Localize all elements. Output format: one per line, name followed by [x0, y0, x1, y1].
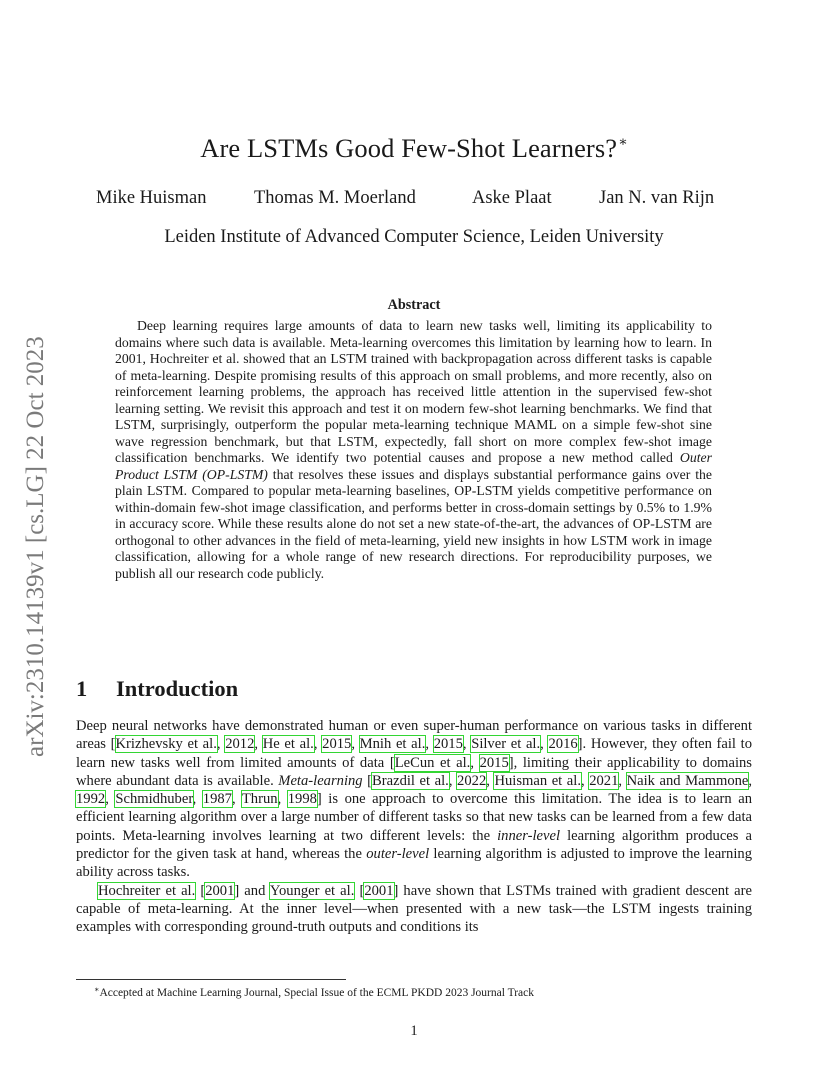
citation-link[interactable]: Silver et al. [471, 736, 541, 753]
citation-link[interactable]: 2015 [479, 754, 509, 771]
citation-link[interactable]: LeCun et al. [394, 754, 471, 771]
body-text: [ [195, 882, 206, 899]
section-heading [76, 676, 238, 702]
abstract-heading: Abstract [387, 297, 441, 313]
body-text: ] have shown that LSTMs trained with gradient descent are capable of meta-learning. At the inner level—when presented with a new task—the LSTM ingests training examples with corresponding ground-truth outputs and conditions its [76, 882, 752, 936]
abstract-body [115, 318, 712, 582]
arxiv-identifier-text: arXiv:2310.14139v1 [cs.LG] 22 Oct 2023 [22, 336, 49, 757]
body-text: , [231, 791, 242, 808]
citation-link[interactable]: 1992 [76, 791, 106, 808]
body-paragraph [76, 717, 752, 882]
author-name: Jan N. van Rijn [599, 188, 715, 208]
author-name: Mike Huisman [96, 188, 207, 208]
body-text: Deep neural networks have demonstrated human or even super-human performance on various tasks in different areas [ [76, 718, 752, 753]
body-text: , [216, 736, 226, 753]
citation-link[interactable]: Huisman et al. [494, 772, 581, 789]
citation-link[interactable]: 2015 [322, 736, 352, 753]
citation-link[interactable]: Brazdil et al. [372, 772, 449, 789]
abstract-text: that resolves these issues and displays substantial performance gains over the plain LSTM. Compared to popular meta-learning baselines, OP-LSTM yields competitive performance on within-domain few-shot image classification, and performs better in cross-domain settings by 0.5% to 1.9% in accuracy score. While these results alone do not set a new state-of-the-art, the advances of OP-LSTM are orthogonal to other advances in the field of meta-learning, yield new insights in how LSTM work in image classification, allowing for a whole range of new research directions. For reproducibility purposes, we publish all our research code publicly. [115, 466, 712, 581]
footnote [94, 985, 534, 999]
citation-link[interactable]: Krizhevsky et al. [115, 736, 217, 753]
body-text: , [448, 772, 458, 789]
body-text: learning algorithm produces a predictor for the given task at hand, whereas the [76, 827, 753, 863]
footnote-mark: ∗ [94, 985, 100, 994]
citation-link[interactable]: He et al. [262, 736, 314, 753]
page-number: 1 [410, 1023, 418, 1039]
body-text: ], limiting their applicability to domains where abundant data is available. [76, 754, 752, 789]
body-text: , [105, 791, 116, 808]
author-list [0, 188, 828, 214]
body-text: , [486, 772, 495, 789]
body-text: ] is one approach to overcome this limitation. The idea is to learn an efficient learning algorithm over a large number of different tasks so that new tasks can be learned from a few data points. Meta-learning involves learning at two different levels: the [76, 791, 752, 844]
citation-link[interactable]: 1987 [202, 791, 232, 808]
paper-title [0, 133, 828, 164]
citation-link[interactable]: 2021 [589, 772, 619, 789]
affiliation: Leiden Institute of Advanced Computer Science, Leiden University [164, 227, 664, 247]
citation-link[interactable]: Schmidhuber [115, 791, 193, 808]
body-text: , [313, 736, 323, 753]
citation-link[interactable]: 2012 [225, 736, 255, 753]
footnote-divider [76, 979, 346, 980]
body-text: , [192, 791, 203, 808]
body-text: , [425, 736, 434, 753]
body-text: ]. However, they often fail to learn new tasks well from limited amounts of data [ [76, 736, 753, 771]
arxiv-identifier-stamp [22, 290, 50, 760]
body-text: , [277, 791, 288, 808]
body-paragraph [76, 882, 752, 937]
citation-link[interactable]: 2001 [205, 882, 235, 899]
introduction-body [76, 717, 752, 937]
body-text: , [254, 736, 263, 753]
citation-link[interactable]: Naik and Mammone [626, 772, 749, 789]
term-emphasis: inner-level [497, 827, 561, 844]
citation-link[interactable]: Mnih et al. [359, 736, 426, 753]
body-text: , [470, 754, 480, 771]
citation-link[interactable]: 2016 [548, 736, 578, 753]
body-text: ] and [234, 882, 270, 899]
title-footnote-mark[interactable]: ∗ [618, 135, 628, 150]
footnote-text: Accepted at Machine Learning Journal, Special Issue of the ECML PKDD 2023 Journal Track [99, 987, 534, 999]
body-text: , [462, 736, 472, 753]
body-text: , [351, 736, 360, 753]
body-text: , [748, 772, 753, 789]
body-text: , [540, 736, 549, 753]
body-text: [ [354, 882, 365, 899]
citation-link[interactable]: 2015 [433, 736, 463, 753]
paper-title-text: Are LSTMs Good Few-Shot Learners? [200, 133, 618, 163]
citation-link[interactable]: Thrun [241, 791, 278, 808]
body-text: , [580, 772, 590, 789]
body-text: , [618, 772, 627, 789]
abstract-text: Deep learning requires large amounts of data to learn new tasks well, limiting its applicability to domains where such data is available. Meta-learning overcomes this limitation by learning how to learn. In 2001, Hochreiter et al. showed that an LSTM trained with backpropagation across different tasks is capable of meta-learning. Despite promising results of this approach on small problems, and more recently, also on reinforcement learning problems, the approach has received little attention in the supervised few-shot learning setting. We revisit this approach and test it on modern few-shot learning benchmarks. We find that LSTM, surprisingly, outperform the popular meta-learning technique MAML on a simple few-shot sine wave regression benchmark, but that LSTM, expectedly, fall short on more complex few-shot image classification benchmarks. We identify two potential causes and propose a new method called [115, 318, 712, 465]
method-name-emphasis: Outer Product LSTM (OP-LSTM) [115, 450, 713, 482]
citation-link[interactable]: Hochreiter et al. [98, 882, 196, 899]
term-emphasis: outer-level [366, 846, 430, 863]
citation-link[interactable]: 2001 [364, 882, 394, 899]
abstract-paragraph [115, 318, 712, 582]
term-emphasis: Meta-learning [278, 772, 363, 789]
body-text: [ [362, 772, 373, 789]
section-number: 1 [76, 676, 88, 701]
citation-link[interactable]: Younger et al. [269, 882, 355, 899]
author-name: Thomas M. Moerland [254, 188, 416, 208]
citation-link[interactable]: 1998 [287, 791, 317, 808]
body-text: learning algorithm is adjusted to improve the learning ability across tasks. [76, 846, 752, 881]
author-name: Aske Plaat [472, 188, 552, 208]
citation-link[interactable]: 2022 [457, 772, 487, 789]
section-title: Introduction [116, 676, 239, 701]
